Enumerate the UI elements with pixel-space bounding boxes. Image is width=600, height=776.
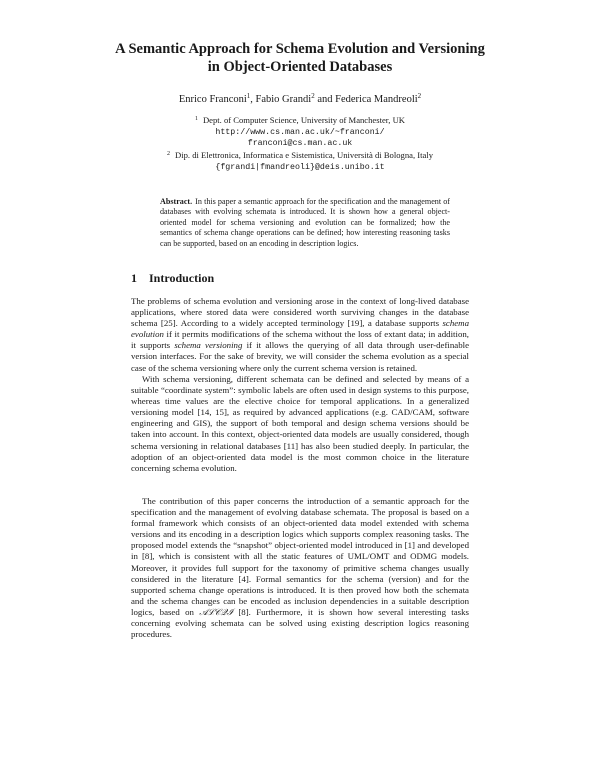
affiliation-1-homepage[interactable]: http://www.cs.man.ac.uk/~franconi/ (215, 127, 385, 137)
section-number: 1 (131, 271, 137, 285)
author-3: Federica Mandreoli (335, 94, 418, 105)
description-logic-name: 𝒜ℒ𝒞𝒬ℐ (199, 606, 234, 617)
abstract-label: Abstract. (160, 197, 193, 206)
paper-title (60, 40, 540, 76)
paragraph-1-text: The problems of schema evolution and versioning arose in the context of long-lived database applications, where stored data were considered worth surviving changes in the database schema [25]. According to a widely accepted terminology [19], a database supports (131, 296, 469, 329)
author-separator: , (250, 94, 256, 105)
affiliation-2-mark: 2 (167, 151, 170, 157)
author-1: Enrico Franconi (178, 94, 247, 105)
term-schema-evolution: schema evolution (131, 318, 469, 340)
affiliation-1-email[interactable]: franconi@cs.man.ac.uk (247, 139, 353, 148)
paragraph-2: With schema versioning, different schemata can be defined and selected by means of a suitable “coordinate system”: symbolic labels are often used in design systems to this purpose, whereas time values are the elective choice for temporal applications. In a generalized versioning model [14, 15], as required by advanced applications (e.g. CAD/CAM, software engineering and GIS), the support of both temporal and design schema versions should be taken into account. In this context, object-oriented data models are usually considered, though schema versioning in relational databases [11] has also been studied deeply. In particular, the adoption of an object-oriented data model is the most common choice in the literature concerning schema evolution. (131, 374, 469, 473)
affiliation-2-email[interactable]: {fgrandi|fmandreoli}@deis.unibo.it (215, 162, 385, 172)
abstract (160, 197, 450, 249)
paragraph-1-text: if it permits modifications of the schema without the loss of extant data; in addition, it supports (131, 329, 469, 351)
abstract-text: In this paper a semantic approach for the specification and the management of databases with evolving schemata is introduced. It is shown how a general object-oriented model for schema versioning and evolution can be formalized; how the semantics of schema change operations can be defined; how interesting reasoning tasks can be supported, based on an encoding in description logics. (160, 197, 450, 248)
paragraph-3 (131, 496, 469, 640)
paragraph-3-text: [8]. Furthermore, it is shown how several interesting tasks concerning evolving schemata can be solved using existing description logics reasoning procedures. (131, 606, 469, 640)
section-title: Introduction (149, 271, 215, 285)
affiliation-1 (100, 115, 500, 150)
paragraph-1-text: if it allows the querying of all data through user-definable version interfaces. For the sake of brevity, we will consider the schema evolution as a special case of the schema versioning where only the current schema version is retained. (131, 340, 469, 373)
affiliation-1-institution: Dept. of Computer Science, University of Manchester, UK (202, 115, 406, 125)
title-line-1: A Semantic Approach for Schema Evolution and Versioning (115, 41, 485, 57)
affiliation-2-institution: Dip. di Elettronica, Informatica e Sistemistica, Università di Bologna, Italy (175, 150, 433, 160)
term-schema-versioning: schema versioning (174, 340, 243, 351)
title-line-2: in Object-Oriented Databases (207, 59, 393, 75)
affiliation-1-mark: 1 (194, 116, 198, 122)
paragraph-1 (131, 296, 469, 374)
author-list (60, 93, 540, 106)
affiliation-2 (100, 150, 500, 173)
author-2-affiliation-mark: 2 (311, 92, 315, 100)
author-1-affiliation-mark: 1 (246, 92, 251, 100)
section-heading (131, 271, 214, 285)
author-3-affiliation-mark: 2 (417, 92, 422, 100)
author-separator: and (314, 94, 336, 105)
paragraph-3-text: The contribution of this paper concerns the introduction of a semantic approach for the specification and the management of evolving database schemata. The proposal is based on a formal framework which consists of an object-oriented data model extended with schema versions and its encoding in a description logics which supports complex reasoning tasks. The proposed model extends the “snapshot” object-oriented model introduced in [1] and developed in [8], which is consistent with all the static features of UML/OMT and ODMG models. Moreover, it provides full support for the taxonomy of primitive schema changes usually considered in the literature [4]. Formal semantics for the schema (version) and for the supported schema change operations is introduced. It is then proved how both the schemata and the schema changes can be encoded as inclusion dependencies in a suitable description logics, based on (131, 496, 469, 617)
author-2: Fabio Grandi (255, 94, 312, 105)
